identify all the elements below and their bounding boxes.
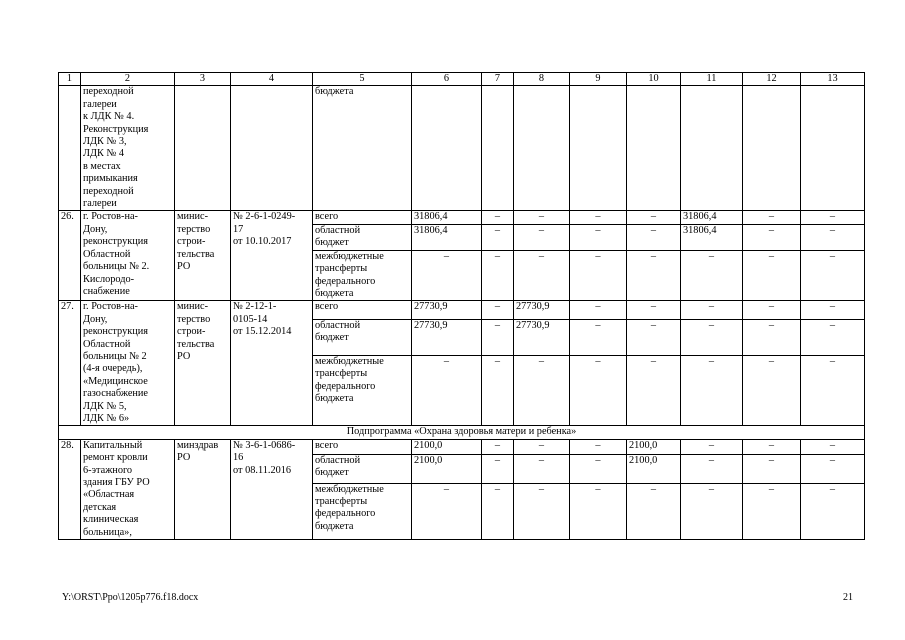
cell-value: – [681,483,743,540]
subprogram-row [59,426,865,439]
cell-object-name: г. Ростов-на- Дону, реконструкция Областной больницы № 2 (4-я очередь), «Медицинское газоснабжение ЛДК № 5, ЛДК № 6» [81,301,175,426]
cell-value: – [570,224,627,250]
cell-document: № 2-12-1- 0105-14 от 15.12.2014 [231,301,313,426]
cell-value: – [743,224,801,250]
subprogram-title: Подпрограмма «Охрана здоровья матери и ребенка» [59,426,865,439]
cell-value: 2100,0 [627,454,681,483]
cell-value: – [801,301,865,320]
budget-table [58,72,865,540]
file-path: Y:\ORST\Ppo\1205p776.f18.docx [62,592,199,603]
cell-value: – [412,483,482,540]
cell-value: – [801,250,865,301]
cell-value: – [482,319,514,355]
cell-value: – [743,301,801,320]
cell-value: – [627,211,681,224]
cell-value: – [801,439,865,454]
cell-value: – [570,355,627,425]
col-number: 12 [743,73,801,86]
cell-object-name: Капитальный ремонт кровли 6-этажного здания ГБУ РО «Областная детская клиническая больница», [81,439,175,539]
cell-value: – [743,454,801,483]
cell-value: – [627,355,681,425]
cell-value: – [570,439,627,454]
cell-value: – [801,454,865,483]
cell-value: – [570,250,627,301]
cell-value: – [570,319,627,355]
cell-value: – [482,454,514,483]
cell-value: – [627,224,681,250]
cell-source: межбюджетные трансферты федерального бюджета [313,483,412,540]
cell-value: – [743,439,801,454]
cell-value: – [681,319,743,355]
cell-value [482,86,514,211]
column-numbers-row [59,73,865,86]
cell-value: – [743,250,801,301]
cell-document: № 3-6-1-0686- 16 от 08.11.2016 [231,439,313,539]
cell-value: 31806,4 [681,211,743,224]
cell-executor: минис- терство строи- тельства РО [175,301,231,426]
cell-source: межбюджетные трансферты федерального бюджета [313,355,412,425]
cell-executor: минис- терство строи- тельства РО [175,211,231,301]
page-number: 21 [843,592,853,603]
cell-source: областной бюджет [313,454,412,483]
cell-executor: минздрав РО [175,439,231,539]
cell-source: всего [313,439,412,454]
table-row [59,211,865,224]
cell-num: 28. [59,439,81,539]
cell-value: – [801,319,865,355]
cell-value: – [681,439,743,454]
cell-value: – [482,483,514,540]
cell-value: 2100,0 [412,454,482,483]
cell-value: – [514,454,570,483]
col-number: 13 [801,73,865,86]
cell-value: – [514,355,570,425]
cell-value: – [801,355,865,425]
cell-value: – [627,301,681,320]
cell-value: – [627,483,681,540]
cell-value: – [514,224,570,250]
cell-value: – [681,250,743,301]
cell-value: – [482,301,514,320]
cell-value: – [570,454,627,483]
col-number: 6 [412,73,482,86]
cell-value [514,86,570,211]
cell-value: – [482,224,514,250]
cell-source: бюджета [313,86,412,211]
col-number: 8 [514,73,570,86]
table-row [59,301,865,320]
cell-value: – [570,483,627,540]
cell-value: – [801,483,865,540]
cell-executor [175,86,231,211]
cell-value [570,86,627,211]
cell-value: – [482,250,514,301]
cell-value: 27730,9 [514,319,570,355]
col-number: 11 [681,73,743,86]
cell-value: 2100,0 [627,439,681,454]
cell-num [59,86,81,211]
cell-value: 31806,4 [412,211,482,224]
cell-value: – [801,224,865,250]
cell-value: – [514,211,570,224]
cell-value: – [570,301,627,320]
col-number: 7 [482,73,514,86]
cell-value: – [412,355,482,425]
cell-value [681,86,743,211]
cell-num: 26. [59,211,81,301]
cell-value: – [482,211,514,224]
cell-value: – [681,454,743,483]
cell-source: межбюджетные трансферты федерального бюджета [313,250,412,301]
cell-source: областной бюджет [313,319,412,355]
cell-value [801,86,865,211]
cell-object-name: переходной галереи к ЛДК № 4. Реконструкция ЛДК № 3, ЛДК № 4 в местах примыкания переходной галереи [81,86,175,211]
cell-value: – [681,301,743,320]
cell-source: всего [313,301,412,320]
cell-value: – [514,483,570,540]
cell-value: 27730,9 [412,301,482,320]
cell-value: 2100,0 [412,439,482,454]
cell-value: 27730,9 [412,319,482,355]
cell-value [743,86,801,211]
cell-value: – [482,355,514,425]
cell-source: областной бюджет [313,224,412,250]
cell-value: – [801,211,865,224]
cell-value: – [743,319,801,355]
col-number: 1 [59,73,81,86]
cell-source: всего [313,211,412,224]
cell-value: – [482,439,514,454]
cell-value: – [743,483,801,540]
cell-document [231,86,313,211]
cell-value: – [743,211,801,224]
col-number: 4 [231,73,313,86]
cell-value: – [514,250,570,301]
cell-document: № 2-6-1-0249- 17 от 10.10.2017 [231,211,313,301]
cell-value: – [514,439,570,454]
cell-value: – [627,319,681,355]
cell-value: 31806,4 [681,224,743,250]
cell-value: – [681,355,743,425]
cell-object-name: г. Ростов-на- Дону, реконструкция Областной больницы № 2. Кислородо- снабжение [81,211,175,301]
table-row [59,439,865,454]
continued-row [59,86,865,211]
cell-value: 27730,9 [514,301,570,320]
col-number: 9 [570,73,627,86]
cell-value: 31806,4 [412,224,482,250]
cell-value [412,86,482,211]
col-number: 2 [81,73,175,86]
col-number: 10 [627,73,681,86]
col-number: 5 [313,73,412,86]
cell-num: 27. [59,301,81,426]
col-number: 3 [175,73,231,86]
cell-value: – [627,250,681,301]
cell-value: – [743,355,801,425]
cell-value [627,86,681,211]
cell-value: – [412,250,482,301]
cell-value: – [570,211,627,224]
